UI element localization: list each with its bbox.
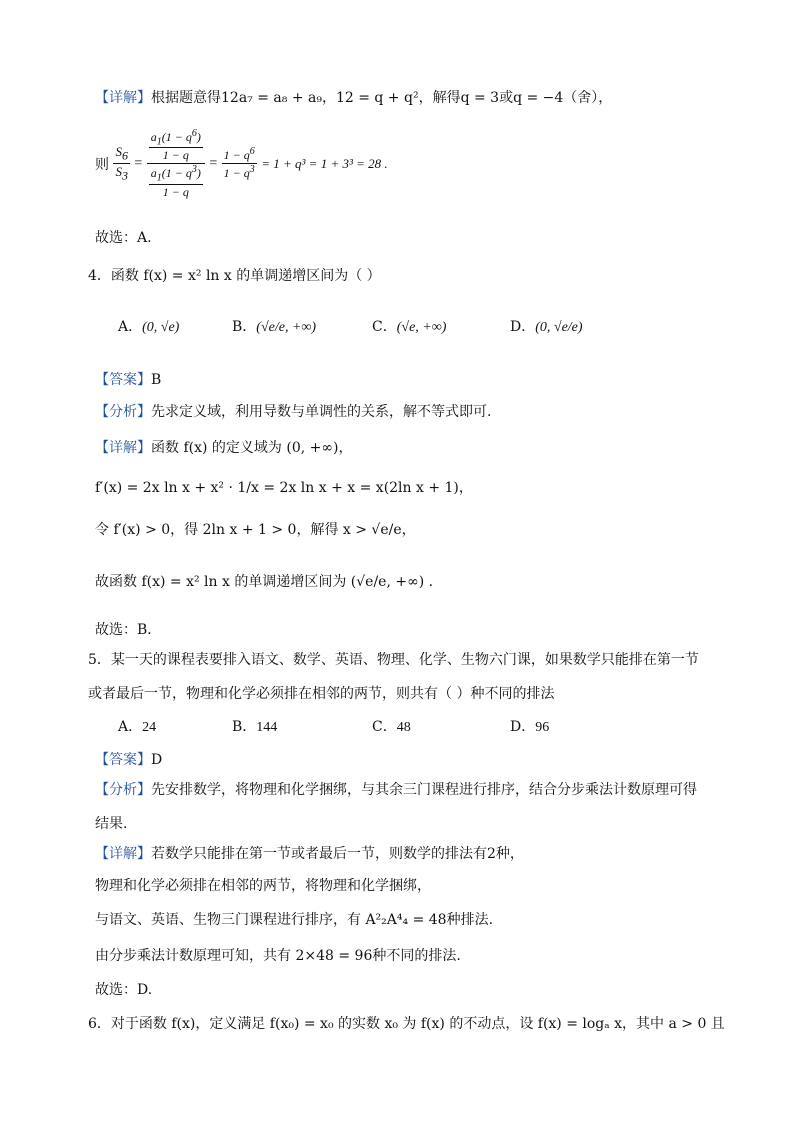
compound-fraction: $\frac{\frac{a_1(1 - q^6)}{1 - q}}{\frac{a_1(1 - q^3)}{1 - q}}$ bbox=[147, 128, 205, 200]
q4-option-c bbox=[372, 316, 446, 336]
q3-detail-text: 根据题意得12a₇ = a₈ + a₉，12 = q + q²，解得q = 3或q = −4（舍）， bbox=[151, 90, 613, 106]
option-text: 96 bbox=[535, 720, 550, 735]
answer-label: 【答案】 bbox=[95, 752, 151, 768]
option-letter: B． bbox=[232, 319, 257, 335]
option-letter: D． bbox=[510, 719, 536, 735]
detail-label: 【详解】 bbox=[95, 846, 151, 862]
q4-detail-line-1 bbox=[95, 438, 352, 458]
q5-option-c bbox=[372, 716, 411, 736]
q5-analysis-line-2: 结果. bbox=[95, 816, 128, 832]
option-letter: A． bbox=[118, 719, 143, 735]
q4-option-a bbox=[118, 316, 179, 336]
q4-stem: 4．函数 f(x) = x² ln x 的单调递增区间为（ ） bbox=[88, 268, 381, 284]
q5-answer: D bbox=[151, 752, 163, 768]
option-letter: B． bbox=[232, 719, 257, 735]
option-letter: A． bbox=[118, 319, 143, 335]
option-text: (0, √e/e) bbox=[535, 320, 583, 335]
q4-detail-line-2: f′(x) = 2x ln x + x² · 1/x = 2x ln x + x = x(2ln x + 1)， bbox=[95, 480, 473, 496]
s6-over-s3: $\frac{S_6}{S_3}$ bbox=[115, 143, 128, 183]
q4-analysis-line bbox=[95, 402, 491, 422]
q4-detail-1: 函数 f(x) 的定义域为 (0, +∞)， bbox=[151, 440, 353, 456]
option-text: 24 bbox=[142, 720, 157, 735]
q5-detail-line-1 bbox=[95, 844, 524, 864]
q5-analysis-line bbox=[95, 780, 697, 800]
q3-conclusion: 故选：A. bbox=[95, 230, 152, 246]
option-letter: C． bbox=[372, 319, 397, 335]
ratio-prefix: 则 bbox=[95, 156, 109, 173]
q4-option-d bbox=[510, 316, 583, 336]
q5-stem-2: 或者最后一节，物理和化学必须排在相邻的两节，则共有（ ）种不同的排法 bbox=[88, 686, 555, 702]
option-letter: D． bbox=[510, 319, 536, 335]
q4-conclusion: 故选：B． bbox=[95, 622, 162, 638]
q4-detail-line-4: 故函数 f(x) = x² ln x 的单调递增区间为 (√e/e, +∞) . bbox=[95, 574, 434, 590]
answer-label: 【答案】 bbox=[95, 372, 151, 388]
analysis-label: 【分析】 bbox=[95, 782, 151, 798]
q4-answer-line bbox=[95, 370, 161, 390]
q3-ratio-formula: 则 $\frac{S_6}{S_3}$ = $\frac{\frac{a_1(1 - q^6)}{1 - q}}{\frac{a_1(1 - q^3)}{1 - q}}$ = $\frac{1 - q^6}{1 - q^3}$ = 1 + q³ = 1 + 3³ = 28 . bbox=[95, 128, 388, 199]
q5-detail-line-3: 与语文、英语、生物三门课程进行排序，有 A²₂A⁴₄ = 48种排法. bbox=[95, 912, 494, 928]
q5-option-b bbox=[232, 716, 277, 736]
simplified-fraction: $\frac{1 - q^6}{1 - q^3}$ bbox=[223, 146, 255, 181]
q5-detail-line-4: 由分步乘法计数原理可知，共有 2×48 = 96种不同的排法. bbox=[95, 948, 461, 964]
detail-label: 【详解】 bbox=[95, 440, 151, 456]
q4-analysis: 先求定义域，利用导数与单调性的关系，解不等式即可. bbox=[151, 404, 492, 420]
q5-detail-line-2: 物理和化学必须排在相邻的两节，将物理和化学捆绑， bbox=[95, 878, 431, 894]
analysis-label: 【分析】 bbox=[95, 404, 151, 420]
q4-detail-line-3: 令 f′(x) > 0，得 2ln x + 1 > 0，解得 x > √e/e， bbox=[95, 522, 416, 538]
option-text: (√e/e, +∞) bbox=[256, 320, 317, 335]
option-text: 48 bbox=[396, 720, 411, 735]
option-letter: C． bbox=[372, 719, 397, 735]
q5-conclusion: 故选：D. bbox=[95, 982, 153, 998]
q4-option-b bbox=[232, 316, 316, 336]
q6-stem: 6．对于函数 f(x)，定义满足 f(x₀) = x₀ 的实数 x₀ 为 f(x) 的不动点，设 f(x) = logₐ x，其中 a > 0 且 bbox=[88, 1016, 725, 1032]
q5-answer-line bbox=[95, 750, 162, 770]
q4-answer: B bbox=[151, 372, 162, 388]
q5-option-a bbox=[118, 716, 156, 736]
q3-detail-line bbox=[95, 88, 612, 108]
detail-label: 【详解】 bbox=[95, 90, 151, 106]
q5-detail-1: 若数学只能排在第一节或者最后一节，则数学的排法有2种， bbox=[151, 846, 524, 862]
ratio-tail: = 1 + q³ = 1 + 3³ = 28 . bbox=[261, 155, 388, 171]
q5-option-d bbox=[510, 716, 549, 736]
q5-stem-1: 5．某一天的课程表要排入语文、数学、英语、物理、化学、生物六门课，如果数学只能排在第一节 bbox=[88, 652, 699, 668]
option-text: (0, √e) bbox=[142, 320, 180, 335]
q5-analysis-1: 先安排数学，将物理和化学捆绑，与其余三门课程进行排序，结合分步乘法计数原理可得 bbox=[151, 782, 697, 798]
option-text: 144 bbox=[256, 720, 278, 735]
option-text: (√e, +∞) bbox=[396, 320, 447, 335]
